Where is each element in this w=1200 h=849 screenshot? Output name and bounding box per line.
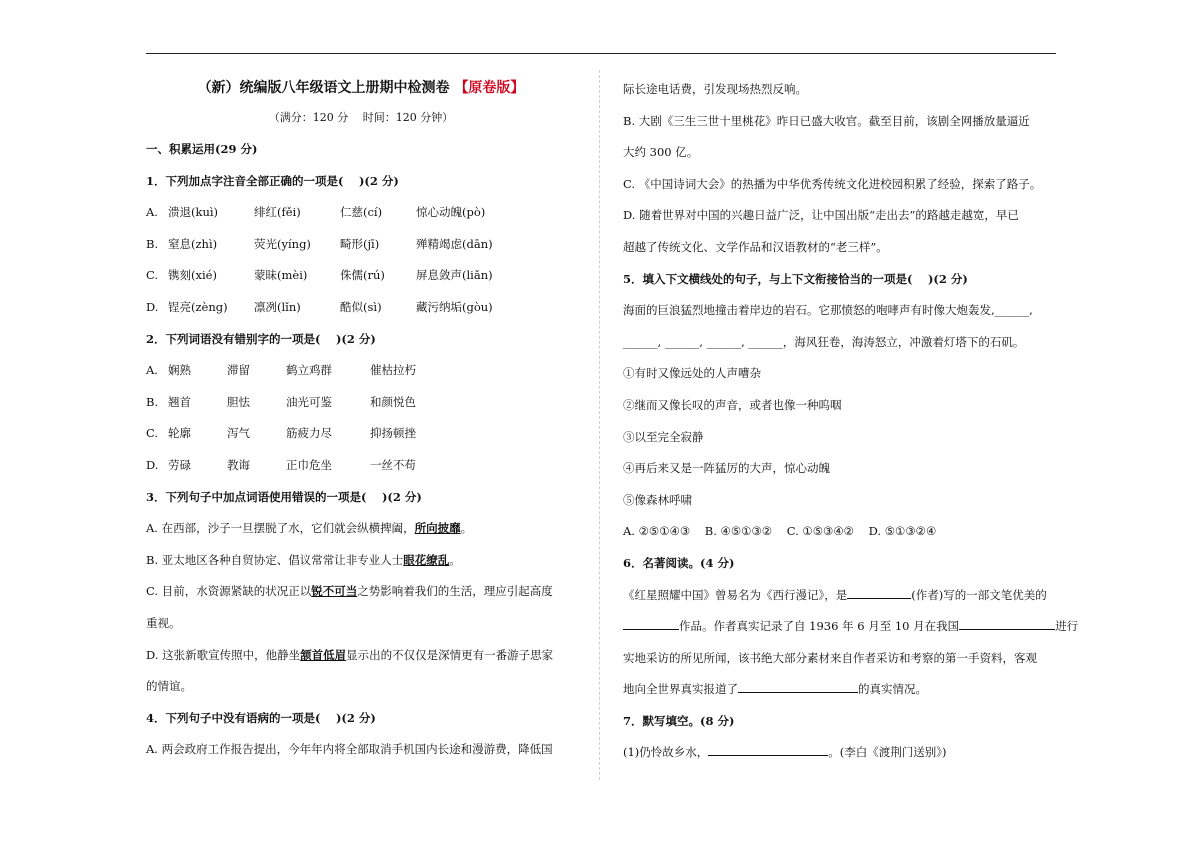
question-6-line-3: 实地采访的所见所闻，该书绝大部分素材来自作者采访和考察的第一手资料，客观 [623, 650, 1037, 665]
question-6-line-4: 地向全世界真实报道了 的真实情况。 [623, 674, 1055, 706]
section-heading: 一、积累运用(29 分) [146, 142, 258, 156]
question-3-option-c: C. 目前，水资源紧缺的状况正以锐不可当之势影响着我们的生活，理应引起高度 [146, 584, 553, 599]
question-1-option-a: A. 溃退(kuì) 绯红(fěi) 仁慈(cí) 惊心动魄(pò) [146, 205, 486, 220]
title-main: （新）统编版八年级语文上册期中检测卷 [197, 80, 450, 96]
question-4-option-d: D. 随着世界对中国的兴趣日益广泛，让中国出版“走出去”的路越走越宽，早已 [623, 208, 1019, 223]
title-tag: 【原卷版】 [454, 80, 525, 96]
marked-word: 颔首低眉 [300, 647, 347, 662]
question-6-line-2: 作品。作者真实记录了自 1936 年 6 月至 10 月在我国 进行 [623, 611, 1055, 643]
question-4-option-c: C. 《中国诗词大会》的热播为中华优秀传统文化进校园积累了经验，探索了路子。 [623, 176, 1042, 191]
column-divider [599, 70, 600, 780]
top-rule [146, 53, 1056, 54]
question-1-option-c: C. 镌刻(xié) 蒙昧(mèi) 侏儒(rú) 屏息敛声(liǎn) [146, 268, 493, 283]
left-column [146, 74, 576, 766]
answer-blank[interactable] [623, 615, 679, 630]
question-5-item: ①有时又像远处的人声嘈杂 [623, 366, 761, 381]
question-2-option-a: A. 娴熟 滞留 鹤立鸡群 催枯拉朽 [146, 363, 416, 378]
question-3-option-c-cont: 重视。 [146, 615, 181, 630]
exam-info: （满分：120 分 时间：120 分钟） [268, 111, 454, 124]
question-3-option-a: A. 在西部，沙子一旦摆脱了水，它们就会纵横捭阖，所向披靡。 [146, 521, 473, 536]
question-5-item: ⑤像森林呼啸 [623, 492, 692, 507]
question-7-stem: 7．默写填空。(8 分) [623, 713, 735, 728]
question-2-option-c: C. 轮廓 泻气 筋疲力尽 抑扬顿挫 [146, 426, 416, 441]
question-4-option-a: A. 两会政府工作报告提出，今年年内将全部取消手机国内长途和漫游费，降低国 [146, 742, 553, 757]
question-5-passage-cont: ______, ______, ______, ______，海风狂卷，海涛怒立，冲激着灯塔下的石矶。 [623, 334, 1025, 349]
marked-word: 所向披靡 [414, 521, 461, 536]
question-2-option-b: B. 翘首 胆怯 油光可鉴 和颜悦色 [146, 394, 416, 409]
question-6-line-1: 《红星照耀中国》曾易名为《西行漫记》，是 (作者)写的一部文笔优美的 [623, 580, 1055, 612]
question-3-option-d: D. 这张新歌宣传照中，他静坐颔首低眉显示出的不仅仅是深情更有一番游子思家 [146, 647, 554, 662]
question-3-option-b: B. 亚太地区各种自贸协定、倡议常常让非专业人士眼花缭乱。 [146, 552, 461, 567]
question-4-stem: 4．下列句子中没有语病的一项是( )(2 分) [146, 710, 376, 725]
question-1-option-b: B. 窒息(zhì) 荧光(yíng) 畸形(jī) 殚精竭虑(dān) [146, 236, 493, 251]
question-7-line-1: (1)仍怜故乡水， 。(李白《渡荆门送别》) [623, 737, 1055, 769]
right-column [623, 74, 1079, 769]
question-2-stem: 2．下列词语没有错别字的一项是( )(2 分) [146, 331, 376, 346]
question-5-item: ②继而又像长叹的声音，或者也像一种呜咽 [623, 397, 842, 412]
question-5-passage: 海面的巨浪猛烈地撞击着岸边的岩石。它那愤怒的咆哮声有时像大炮轰发,______, [623, 303, 1033, 318]
question-4-option-b-cont: 大约 300 亿。 [623, 145, 699, 160]
question-5-choices: A. ②⑤①④③ B. ④⑤①③② C. ①⑤③④② D. ⑤①③②④ [623, 524, 937, 539]
question-6-stem: 6．名著阅读。(4 分) [623, 555, 735, 570]
answer-blank[interactable] [708, 741, 828, 756]
question-3-stem: 3．下列句子中加点词语使用错误的一项是( )(2 分) [146, 489, 422, 504]
answer-blank[interactable] [959, 615, 1055, 630]
page-title [146, 74, 576, 102]
marked-word: 锐不可当 [311, 584, 358, 599]
question-5-item: ④再后来又是一阵猛厉的大声，惊心动魄 [623, 461, 830, 476]
answer-blank[interactable] [738, 678, 858, 693]
question-4-option-a-cont: 际长途电话费，引发现场热烈反响。 [623, 82, 807, 96]
question-5-item: ③以至完全寂静 [623, 429, 704, 444]
answer-blank[interactable] [847, 584, 911, 599]
question-4-option-b: B. 大剧《三生三世十里桃花》昨日已盛大收官。截至目前，该剧全网播放量逼近 [623, 113, 1030, 128]
question-3-option-d-cont: 的情谊。 [146, 679, 192, 694]
question-5-stem: 5．填入下文横线处的句子，与上下文衔接恰当的一项是( )(2 分) [623, 271, 968, 286]
question-1-option-d: D. 锃亮(zèng) 凛冽(lǐn) 酷似(sì) 藏污纳垢(gòu) [146, 299, 493, 314]
question-4-option-d-cont: 超越了传统文化、文学作品和汉语教材的“老三样”。 [623, 239, 888, 254]
marked-word: 眼花缭乱 [403, 552, 450, 567]
question-2-option-d: D. 劳碌 教诲 正巾危坐 一丝不苟 [146, 457, 416, 472]
question-1-stem: 1．下列加点字注音全部正确的一项是( )(2 分) [146, 173, 399, 188]
